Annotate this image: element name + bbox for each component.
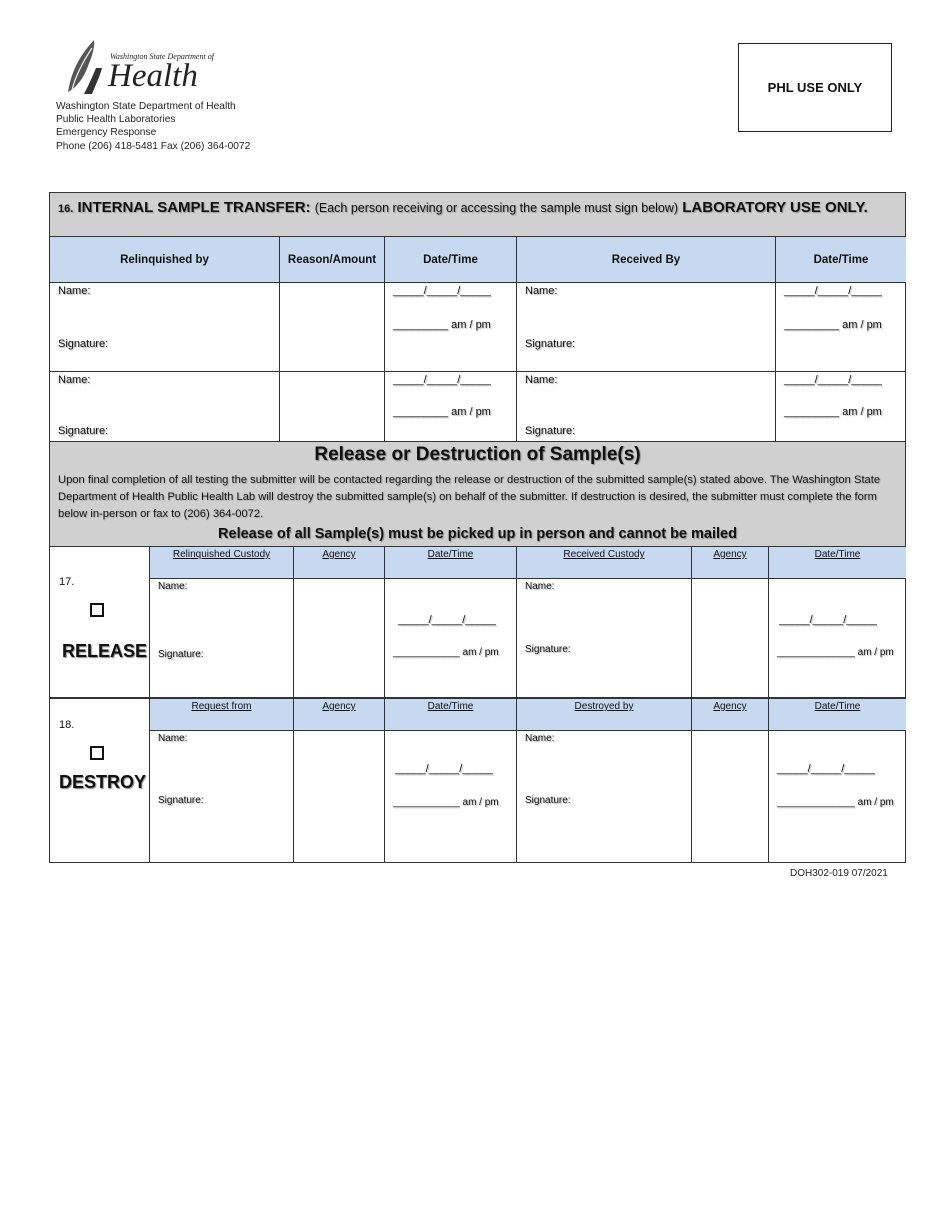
- signature-label: Signature:: [58, 338, 109, 350]
- internal-transfer-table: [49, 192, 906, 442]
- time-line: _________ am / pm: [784, 319, 882, 331]
- name-label: Name:: [525, 374, 558, 386]
- received-cell[interactable]: [517, 372, 776, 442]
- col-request-from: Request from: [150, 699, 294, 731]
- release-label-cell: [50, 547, 150, 698]
- phl-use-only-box: PHL USE ONLY: [738, 43, 892, 132]
- time-line: ____________ am / pm: [393, 647, 499, 658]
- agency-cell[interactable]: [692, 731, 769, 862]
- reason-cell[interactable]: [280, 283, 385, 372]
- health-logo: [62, 38, 214, 98]
- time-line: ______________ am / pm: [777, 647, 894, 658]
- agency-cell[interactable]: [294, 579, 385, 698]
- destroy-word: DESTROY: [59, 772, 147, 792]
- signature-label: Signature:: [58, 425, 109, 437]
- name-label: Name:: [525, 581, 555, 592]
- address-line: Emergency Response: [56, 127, 157, 139]
- form-number: DOH302-019 07/2021: [790, 868, 888, 879]
- date-time-cell[interactable]: [769, 579, 906, 698]
- date-time-cell[interactable]: [385, 283, 517, 372]
- date-line: _____/_____/_____: [784, 374, 882, 386]
- section-number: 17.: [59, 576, 75, 588]
- col-agency: Agency: [692, 699, 769, 731]
- time-line: ______________ am / pm: [777, 797, 894, 808]
- time-line: _________ am / pm: [393, 406, 491, 418]
- date-line: _____/_____/_____: [784, 285, 882, 297]
- release-word: RELEASE: [62, 641, 148, 661]
- name-label: Name:: [525, 733, 555, 744]
- signature-label: Signature:: [525, 644, 571, 655]
- signature-label: Signature:: [525, 795, 571, 806]
- address-line: Public Health Laboratories: [56, 114, 176, 126]
- release-text: Upon final completion of all testing the submitter will be contacted regarding the release or destruction of the submitted sample(s) stated above. The Washington State Department of Health Public Health Lab will destroy the submitted sample(s) on behalf of the submitter. If destruction is desired, the submitter must complete the form below in-person or fax to (206) 364-0072.: [58, 474, 881, 520]
- time-line: _________ am / pm: [393, 319, 491, 331]
- col-date-time: Date/Time: [769, 547, 906, 579]
- signature-label: Signature:: [158, 649, 204, 660]
- col-destroyed-by: Destroyed by: [517, 699, 692, 731]
- logo-big-text: Health: [108, 58, 198, 94]
- signature-label: Signature:: [525, 338, 576, 350]
- date-time-cell[interactable]: [776, 372, 906, 442]
- col-agency: Agency: [692, 547, 769, 579]
- signature-label: Signature:: [158, 795, 204, 806]
- col-date-time: Date/Time: [385, 699, 517, 731]
- date-time-cell[interactable]: [385, 731, 517, 862]
- time-line: _________ am / pm: [784, 406, 882, 418]
- agency-cell[interactable]: [692, 579, 769, 698]
- name-label: Name:: [525, 285, 558, 297]
- received-cell[interactable]: [517, 283, 776, 372]
- col-date-time: Date/Time: [776, 237, 906, 283]
- checkbox-icon[interactable]: [90, 746, 104, 760]
- section-number: 16.: [58, 203, 74, 215]
- release-subtitle: Release of all Sample(s) must be picked up in person and cannot be mailed: [218, 526, 737, 542]
- date-line: _____/_____/_____: [395, 763, 493, 775]
- date-time-cell[interactable]: [385, 579, 517, 698]
- col-agency: Agency: [294, 699, 385, 731]
- col-reason-amount: Reason/Amount: [280, 237, 385, 283]
- col-received-custody: Received Custody: [517, 547, 692, 579]
- section-title: INTERNAL SAMPLE TRANSFER: [77, 199, 306, 216]
- name-label: Name:: [58, 285, 91, 297]
- col-date-time: Date/Time: [385, 237, 517, 283]
- checkbox-icon[interactable]: [90, 603, 104, 617]
- destroy-label-cell: [50, 699, 150, 862]
- date-line: _____/_____/_____: [777, 763, 875, 775]
- name-label: Name:: [158, 733, 188, 744]
- date-line: _____/_____/_____: [779, 614, 877, 626]
- col-relinquished-custody: Relinquished Custody: [150, 547, 294, 579]
- release-section: [49, 547, 906, 699]
- date-time-cell[interactable]: [769, 731, 906, 862]
- destroy-section: [49, 699, 906, 863]
- destroyed-by-cell[interactable]: [517, 731, 692, 862]
- address-block: [56, 100, 250, 153]
- col-agency: Agency: [294, 547, 385, 579]
- relinquished-custody-cell[interactable]: [150, 579, 294, 698]
- address-line: Phone (206) 418-5481 Fax (206) 364-0072: [56, 140, 251, 152]
- col-relinquished-by: Relinquished by: [50, 237, 280, 283]
- date-time-cell[interactable]: [776, 283, 906, 372]
- name-label: Name:: [58, 374, 91, 386]
- time-line: ____________ am / pm: [393, 797, 499, 808]
- reason-cell[interactable]: [280, 372, 385, 442]
- logo-small-text: Washington State Department of: [110, 52, 214, 61]
- address-line: Washington State Department of Health: [56, 101, 236, 112]
- signature-label: Signature:: [525, 425, 576, 437]
- date-line: _____/_____/_____: [393, 285, 491, 297]
- date-time-cell[interactable]: [385, 372, 517, 442]
- received-custody-cell[interactable]: [517, 579, 692, 698]
- col-received-by: Received By: [517, 237, 776, 283]
- col-date-time: Date/Time: [769, 699, 906, 731]
- col-date-time: Date/Time: [385, 547, 517, 579]
- title-colon: :: [305, 199, 311, 216]
- section16-header: [50, 193, 905, 237]
- relinquished-cell[interactable]: [50, 372, 280, 442]
- name-label: Name:: [158, 581, 188, 592]
- lab-use-only: LABORATORY USE ONLY.: [682, 199, 868, 216]
- release-title: Release or Destruction of Sample(s): [314, 444, 641, 465]
- agency-cell[interactable]: [294, 731, 385, 862]
- feather-icon: [62, 38, 112, 98]
- date-line: _____/_____/_____: [398, 614, 496, 626]
- section-instruction: (Each person receiving or accessing the sample must sign below): [314, 201, 679, 215]
- request-from-cell[interactable]: [150, 731, 294, 862]
- release-info-block: [49, 442, 906, 547]
- relinquished-cell[interactable]: [50, 283, 280, 372]
- section-number: 18.: [59, 719, 75, 731]
- date-line: _____/_____/_____: [393, 374, 491, 386]
